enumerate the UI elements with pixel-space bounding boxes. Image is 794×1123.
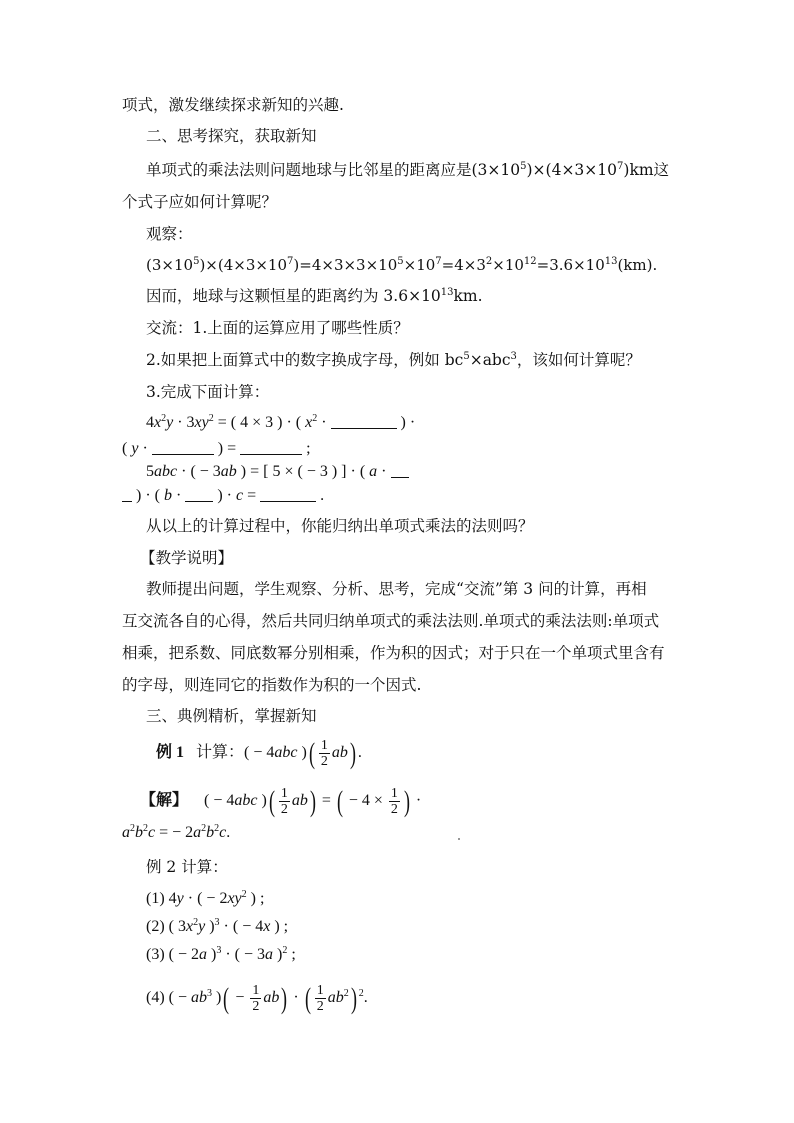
equation-line: $(3\times 10^5)\times(4\times 3\times 10^7)=4\times 3\times 3\times 10^5\times 10^7=4\times 3^2\times 10^{12}=3.6\times 10^{13}(km)$. (146, 256, 658, 274)
answer-blank[interactable] (260, 487, 316, 502)
stray-dot (458, 838, 460, 840)
equation-line: $4x^2y \cdot 3xy^2$ = ( 4 × 3 ) · ( $x^2$ · ) · (146, 413, 416, 431)
answer-blank[interactable] (240, 440, 302, 455)
solution: 【解】 ( − 4abc )( $\frac{1}{2}$ ab) = ( − 4 × $\frac{1}{2}$ ) · (140, 784, 422, 818)
text-line: 因而，地球与这颗恒星的距离约为 $3.6\times 10^{13}km$. (146, 287, 483, 305)
text-line: 教师提出问题，学生观察、分析、思考，完成“交流”第 3 问的计算，再相 (146, 580, 647, 598)
text-line: 2.如果把上面算式中的数字换成字母，例如 $bc^5\times abc^3$，该如何计算呢？ (146, 351, 641, 369)
example-1: 例 1 计算：( − 4abc )( $\frac{1}{2}$ ab) . (156, 736, 362, 770)
text-line: 互交流各自的心得，然后共同归纳单项式的乘法法则.单项式的乘法法则:单项式 (122, 612, 660, 630)
answer-blank[interactable] (331, 414, 397, 429)
text-line: 项式，激发继续探求新知的兴趣. (122, 96, 344, 114)
text-line: 观察： (146, 225, 193, 243)
equation-line: $a^2b^2c$ = − $2a^2b^2c$. (122, 823, 231, 841)
exercise-item: (4) ( − $ab^3$ )( − $\frac{1}{2}$ ab) · ( $\frac{1}{2}$ $ab^2$) $^2$. (146, 981, 368, 1015)
equation-line: ( y · ) = ; (122, 440, 311, 457)
exercise-item: (1) 4y · ( − $2xy^2$ ) ; (146, 889, 265, 907)
exercise-item: (3) ( − 2a )$^3$ · ( − 3a )$^2$ ; (146, 945, 296, 963)
equation-line: 5abc · ( − 3ab ) = [ 5 × ( − 3 ) ] · ( a · (146, 462, 409, 482)
answer-blank[interactable] (122, 487, 132, 502)
text-line: 从以上的计算过程中，你能归纳出单项式乘法的法则吗？ (146, 517, 534, 535)
text-line: 的字母，则连同它的指数作为积的一个因式. (122, 676, 422, 694)
answer-blank[interactable] (185, 487, 213, 502)
answer-blank[interactable] (391, 463, 409, 478)
text-line: 单项式的乘法法则问题地球与比邻星的距离应是$(3\times 10^5)\times(4\times 3\times 10^7)km$这 (146, 161, 670, 179)
equation-line: ) · ( b · ) · c = . (122, 486, 324, 506)
text-line: 相乘，把系数、同底数幂分别相乘，作为积的因式；对于只在一个单项式里含有 (122, 644, 665, 662)
example-2: 例 2 计算： (146, 858, 228, 876)
section-heading: 【教学说明】 (140, 549, 234, 567)
text-line: 个式子应如何计算呢？ (122, 193, 278, 211)
section-heading: 三、典例精析，掌握新知 (146, 707, 317, 725)
answer-blank[interactable] (152, 440, 214, 455)
text-line: 交流：1.上面的运算应用了哪些性质？ (146, 319, 409, 337)
text-line: 3.完成下面计算： (146, 383, 270, 401)
exercise-item: (2) ( $3x^2y$ )$^3$ · ( − 4x ) ; (146, 917, 289, 935)
section-heading: 二、思考探究，获取新知 (146, 127, 317, 145)
